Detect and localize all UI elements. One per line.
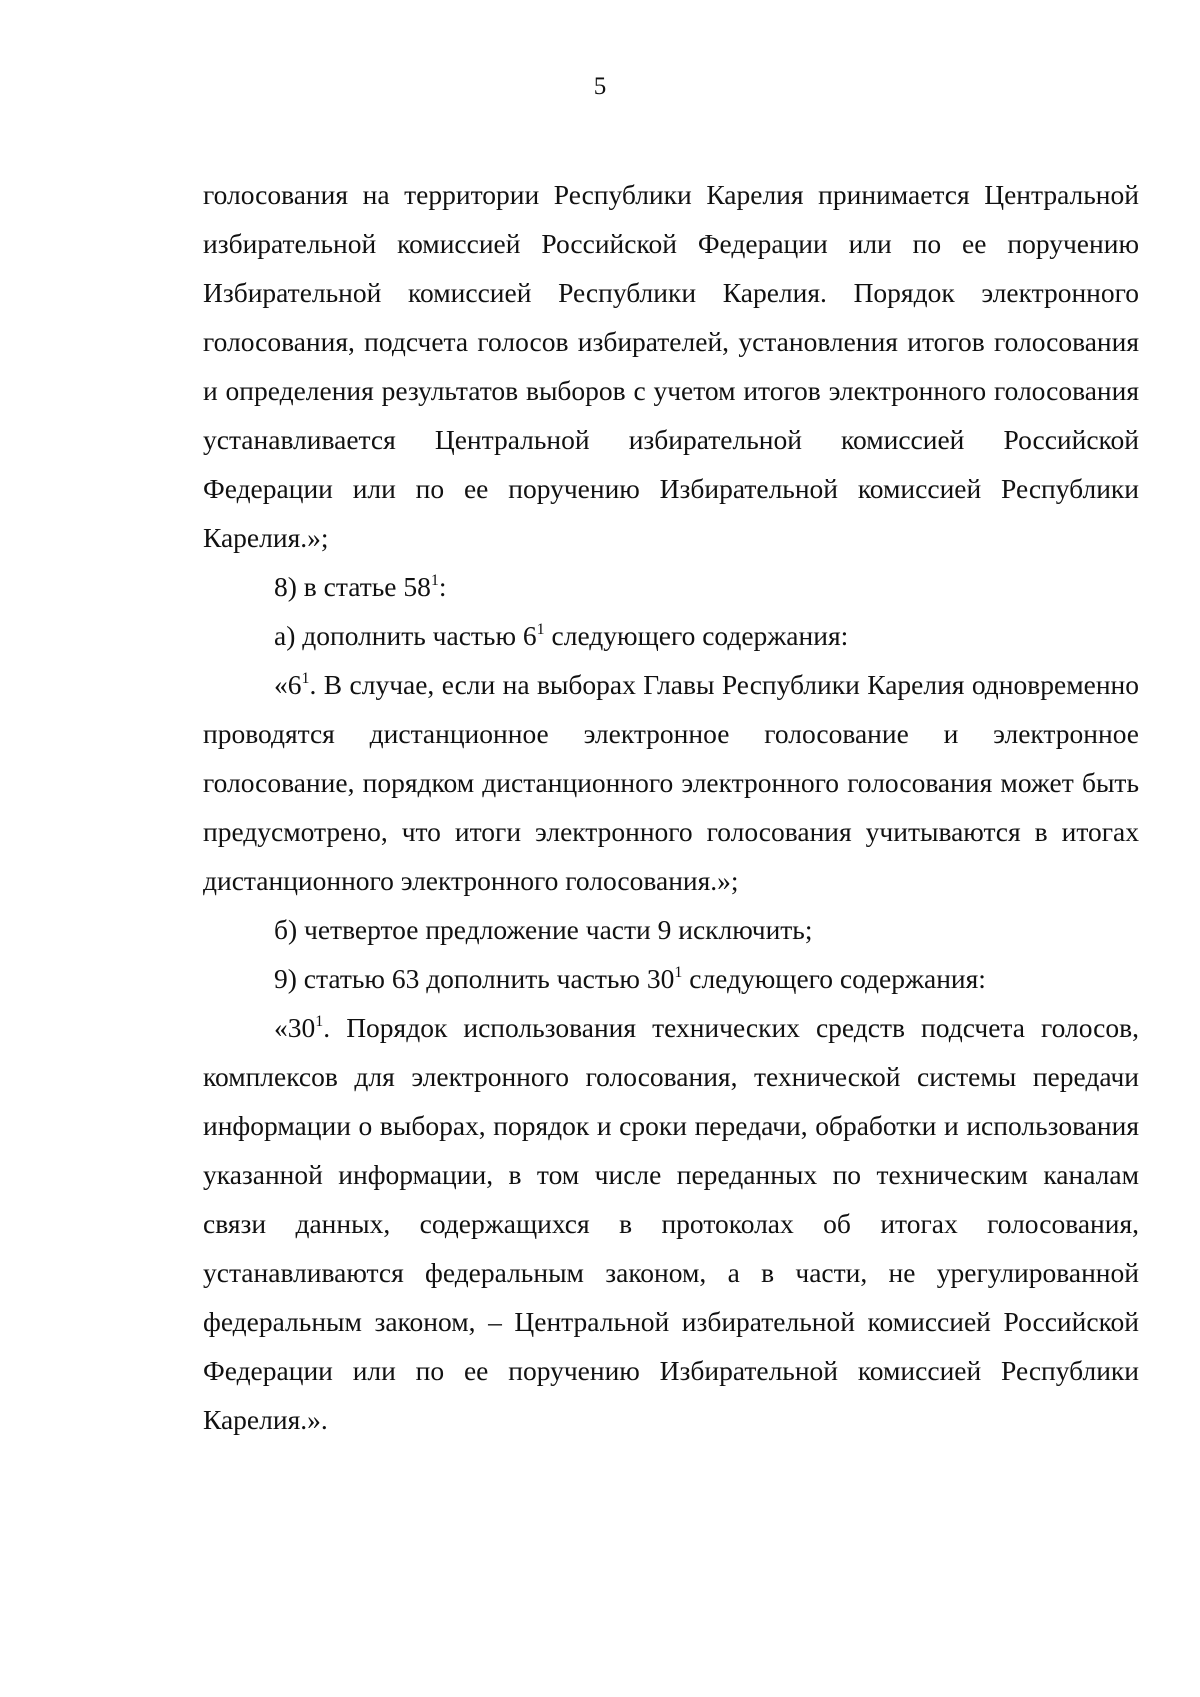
paragraph-text: следующего содержания:	[544, 620, 849, 651]
superscript: 1	[674, 964, 683, 981]
paragraph-p6	[203, 954, 1139, 1003]
paragraph-text: «30	[274, 1012, 316, 1043]
superscript: 1	[301, 670, 310, 687]
paragraph-p5	[203, 905, 1139, 954]
paragraph-text: . Порядок использования технических средств подсчета голосов, комплексов для электронного голосования, технической системы передачи информации о выборах, порядок и сроки передачи, обработки и использования указанной информации, в том числе переданных по техническим каналам связи данных, содержащихся в протоколах об итогах голосования, устанавливаются федеральным законом, а в части, не урегулированной федеральным законом, – Центральной избирательной комиссией Российской Федерации или по ее поручению Избирательной комиссией Республики Карелия.».	[203, 1012, 1139, 1435]
paragraph-p4	[203, 660, 1139, 905]
superscript: 1	[315, 1013, 324, 1030]
superscript: 1	[430, 572, 439, 589]
paragraph-text: голосования на территории Республики Карелия принимается Центральной избирательной комиссией Российской Федерации или по ее поручению Избирательной комиссией Республики Карелия. Порядок электронного голосования, подсчета голосов избирателей, установления итогов голосования и определения результатов выборов с учетом итогов электронного голосования устанавливается Центральной избирательной комиссией Российской Федерации или по ее поручению Избирательной комиссией Республики Карелия.»;	[203, 179, 1139, 553]
paragraph-text: :	[438, 571, 447, 602]
page-number: 5	[593, 73, 607, 100]
paragraph-p7	[203, 1003, 1139, 1444]
paragraph-p1	[203, 170, 1139, 562]
paragraph-p2	[203, 562, 1139, 611]
paragraph-text: «6	[274, 669, 302, 700]
paragraph-text: следующего содержания:	[682, 963, 986, 994]
paragraph-text: 9) статью 63 дополнить частью 30	[274, 963, 675, 994]
document-body	[203, 170, 1139, 1444]
paragraph-p3	[203, 611, 1139, 660]
paragraph-text: 8) в статье 58	[274, 571, 431, 602]
superscript: 1	[536, 621, 545, 638]
paragraph-text: . В случае, если на выборах Главы Республики Карелия одновременно проводятся дистанционное электронное голосование и электронное голосование, порядком дистанционного электронного голосования может быть предусмотрено, что итоги электронного голосования учитываются в итогах дистанционного электронного голосования.»;	[203, 669, 1139, 896]
paragraph-text: а) дополнить частью 6	[274, 620, 537, 651]
paragraph-text: б) четвертое предложение части 9 исключить;	[274, 914, 813, 945]
